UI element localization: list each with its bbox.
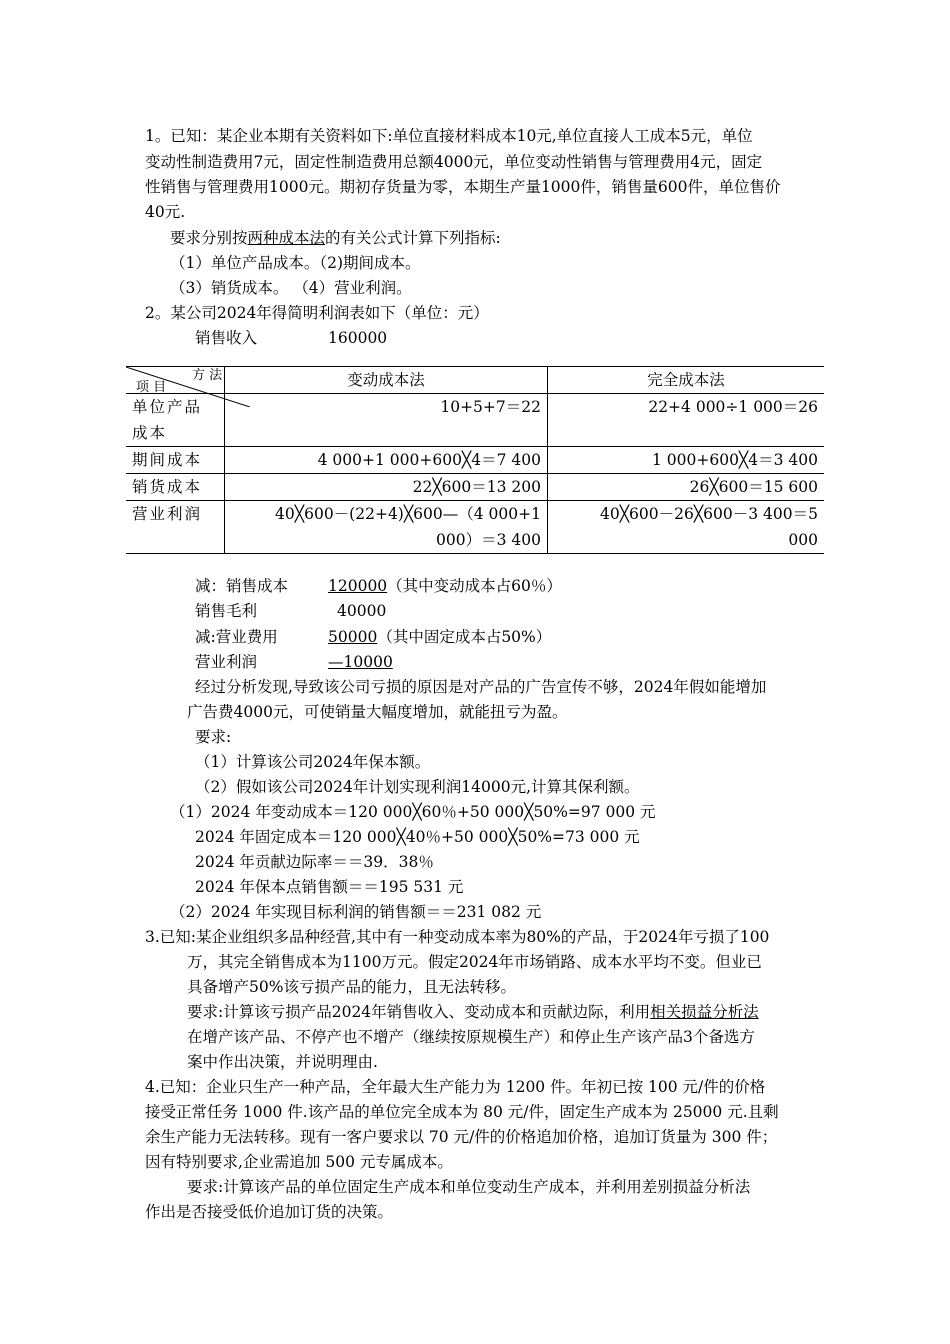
q3-req-line-3: 案中作出决策，并说明理由. — [187, 1053, 378, 1071]
q2-answer-5: （2）2024 年实现目标利润的销售额＝＝231 082 元 — [170, 903, 542, 921]
q1-req-pre: 要求分别按 — [170, 229, 248, 247]
cell-variable: 4 000+1 000+600╳4＝7 400 — [225, 447, 548, 474]
table-row — [126, 474, 824, 501]
table-row — [126, 501, 824, 554]
gross-profit-label: 销售毛利 — [195, 602, 258, 620]
diagonal-header-cell — [126, 367, 225, 394]
cell-absorption-line-2: 000 — [788, 531, 818, 549]
cost-of-sales-label: 减：销售成本 — [195, 577, 289, 595]
opex-value — [328, 627, 551, 647]
q4-line-4: 因有特别要求,企业需追加 500 元专属成本。 — [145, 1153, 453, 1171]
cell-variable-line-1: 40╳600－(22+4)╳600—（4 000+1 — [275, 505, 541, 523]
q1-line-2: 变动性制造费用7元，固定性制造费用总额4000元，单位变动性销售与管理费用4元，固定 — [145, 153, 763, 171]
q1-item-1: （1）单位产品成本。（2)期间成本。 — [170, 254, 421, 272]
q2-req-2: （2）假如该公司2024年计划实现利润14000元,计算其保利额。 — [195, 778, 640, 796]
operating-profit-label: 营业利润 — [195, 653, 258, 671]
operating-profit-value: —10000 — [328, 653, 393, 671]
row-label: 销货成本 — [126, 474, 225, 501]
q1-req-underlined: 两种成本法 — [247, 229, 326, 247]
cell-absorption: 22+4 000÷1 000＝26 — [548, 394, 825, 447]
q2-req-1: （1）计算该公司2024年保本额。 — [195, 753, 431, 771]
cost-of-sales-note: （其中变动成本占60％） — [387, 577, 562, 595]
q2-analysis-2: 广告费4000元，可使销量大幅度增加，就能扭亏为盈。 — [187, 703, 568, 721]
table-row — [126, 447, 824, 474]
header-method: 方 法 — [192, 368, 223, 383]
row-label: 营业利润 — [126, 501, 225, 554]
q4-line-3: 余生产能力无法转移。现有一客户要求以 70 元/件的价格追加价格，追加订货量为 300 件； — [145, 1128, 778, 1146]
q1-requirement — [170, 228, 501, 248]
cell-variable-line-2: 000）＝3 400 — [436, 531, 541, 549]
q3-requirement — [187, 1002, 759, 1022]
q1-line-3: 性销售与管理费用1000元。期初存货量为零，本期生产量1000件，销售量600件，单位售价 — [145, 178, 781, 196]
q1-req-post: 的有关公式计算下列指标: — [325, 229, 501, 247]
opex-label: 减:营业费用 — [195, 628, 278, 646]
cell-absorption: 1 000+600╳4＝3 400 — [548, 447, 825, 474]
q4-req-2: 作出是否接受低价追加订货的决策。 — [145, 1203, 394, 1221]
q4-line-1: 4.已知：企业只生产一种产品，全年最大生产能力为 1200 件。年初已按 100 元/件的价格 — [145, 1078, 766, 1096]
q1-line-4: 40元. — [145, 203, 186, 221]
sales-value: 160000 — [328, 329, 388, 347]
table-header-row — [126, 367, 824, 394]
cost-method-table — [126, 366, 824, 554]
gross-profit-value: 40000 — [337, 602, 387, 620]
cost-of-sales-value — [328, 576, 562, 596]
q2-analysis-1: 经过分析发现,导致该公司亏损的原因是对产品的广告宣传不够，2024年假如能增加 — [195, 678, 767, 696]
q4-line-2: 接受正常任务 1000 件.该产品的单位完全成本为 80 元/件，固定生产成本为 25000 元.且剩 — [145, 1103, 779, 1121]
q2-intro: 2。某公司2024年得简明利润表如下（单位：元） — [145, 304, 489, 322]
q3-req-underlined: 相关损益分析法 — [650, 1003, 759, 1021]
opex-note: （其中固定成本占50%） — [377, 628, 552, 646]
opex-amount: 50000 — [328, 628, 378, 646]
cell-absorption: 26╳600＝15 600 — [548, 474, 825, 501]
q2-requirement: 要求: — [195, 728, 232, 746]
q1-item-2: （3）销货成本。 （4）营业利润。 — [170, 279, 412, 297]
q3-line-2: 万，其完全销售成本为1100万元。假定2024年市场销路、成本水平均不变。但业已 — [187, 953, 762, 971]
col-variable-costing: 变动成本法 — [225, 367, 548, 394]
q1-line-1: 1。已知：某企业本期有关资料如下:单位直接材料成本10元,单位直接人工成本5元，单位 — [145, 127, 753, 145]
q2-answer-3: 2024 年贡献边际率＝＝39．38％ — [195, 853, 434, 871]
row-label: 单位产品成本 — [126, 394, 225, 447]
cell-variable: 22╳600＝13 200 — [225, 474, 548, 501]
q3-line-3: 具备增产50%该亏损产品的能力，且无法转移。 — [187, 978, 516, 996]
q2-answer-2: 2024 年固定成本＝120 000╳40％+50 000╳50%=73 000 元 — [195, 828, 640, 846]
col-absorption-costing: 完全成本法 — [548, 367, 825, 394]
q3-req-pre: 要求:计算该亏损产品2024年销售收入、变动成本和贡献边际，利用 — [187, 1003, 651, 1021]
cell-absorption-line-1: 40╳600－26╳600－3 400＝5 — [599, 505, 818, 523]
q3-line-1: 3.已知:某企业组织多品种经营,其中有一种变动成本率为80%的产品，于2024年亏损了100 — [145, 928, 770, 946]
cell-variable: 10+5+7＝22 — [225, 394, 548, 447]
cost-of-sales-amount: 120000 — [328, 577, 388, 595]
q2-answer-1: （1）2024 年变动成本＝120 000╳60％+50 000╳50%=97 000 元 — [170, 803, 656, 821]
header-item: 项 目 — [136, 380, 167, 395]
sales-label: 销售收入 — [195, 329, 258, 347]
q4-req-1: 要求:计算该产品的单位固定生产成本和单位变动生产成本，并利用差别损益分析法 — [187, 1178, 751, 1196]
cell-absorption — [548, 501, 825, 554]
q2-answer-4: 2024 年保本点销售额＝＝195 531 元 — [195, 878, 464, 896]
q3-req-line-2: 在增产该产品、不停产也不增产（继续按原规模生产）和停止生产该产品3个备选方 — [187, 1028, 755, 1046]
row-label: 期间成本 — [126, 447, 225, 474]
cell-variable — [225, 501, 548, 554]
